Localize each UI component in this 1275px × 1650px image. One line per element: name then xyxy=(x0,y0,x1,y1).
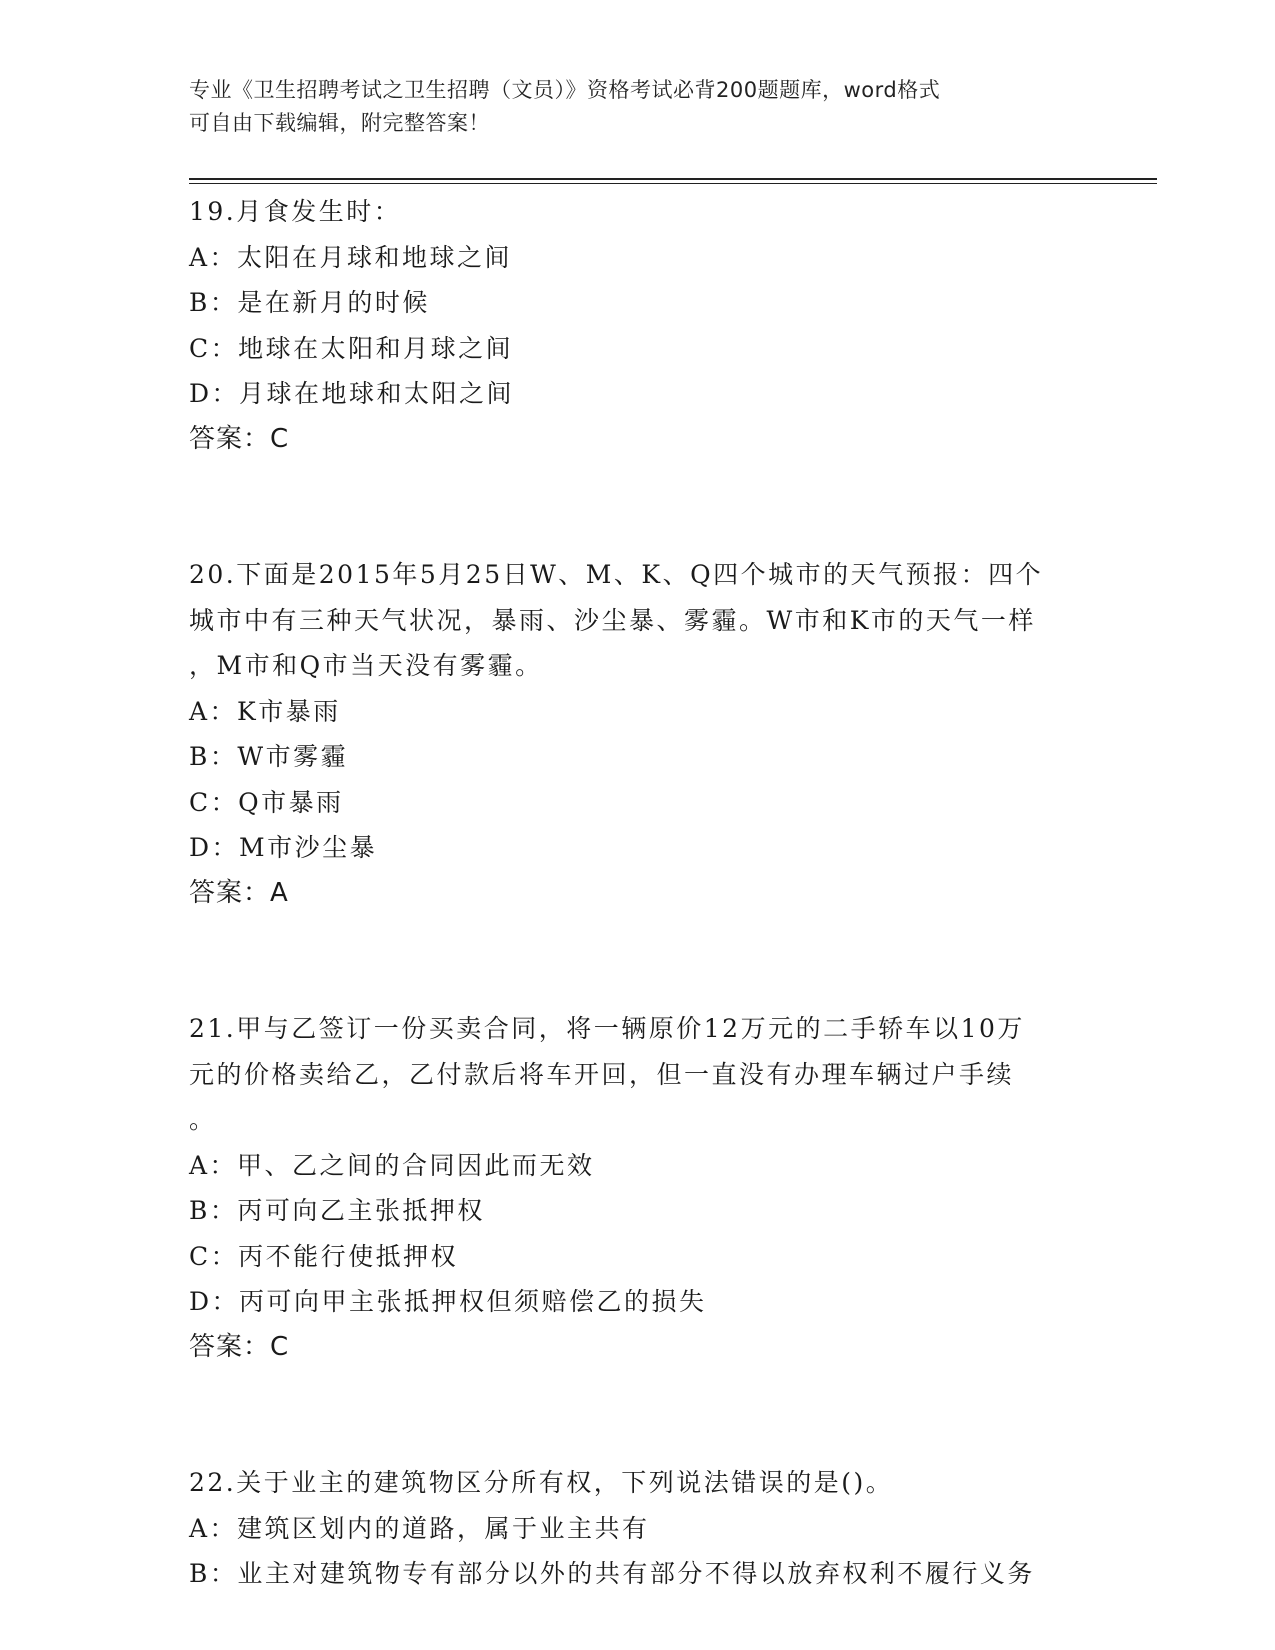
question-list xyxy=(189,189,1089,1597)
option-c: C：Q市暴雨 xyxy=(189,787,344,817)
answer: 答案：C xyxy=(189,1331,290,1362)
option-a: A：建筑区划内的道路，属于业主共有 xyxy=(189,1513,650,1543)
option-d: D：M市沙尘暴 xyxy=(189,833,378,862)
question-text-line-1: 21.甲与乙签订一份买卖合同，将一辆原价12万元的二手轿车以10万 xyxy=(189,1014,1025,1043)
question-spacer xyxy=(189,462,1089,552)
option-d: D：月球在地球和太阳之间 xyxy=(189,379,515,408)
option-c: C：地球在太阳和月球之间 xyxy=(189,333,514,363)
question-21 xyxy=(189,1006,1089,1370)
header-line-2: 可自由下载编辑，附完整答案！ xyxy=(189,111,490,135)
question-text-line-3: ，M市和Q市当天没有雾霾。 xyxy=(189,651,543,680)
question-text-line-1: 20.下面是2015年5月25日W、M、K、Q四个城市的天气预报：四个 xyxy=(189,560,1044,589)
question-19 xyxy=(189,189,1089,462)
question-22 xyxy=(189,1460,1089,1597)
header-divider-thin xyxy=(189,183,1157,184)
question-text-line-2: 元的价格卖给乙，乙付款后将车开回，但一直没有办理车辆过户手续 xyxy=(189,1059,1015,1089)
question-spacer xyxy=(189,916,1089,1006)
document-header xyxy=(189,74,1089,140)
option-b: B：是在新月的时候 xyxy=(189,288,430,317)
question-20 xyxy=(189,552,1089,916)
option-d: D：丙可向甲主张抵押权但须赔偿乙的损失 xyxy=(189,1287,707,1316)
header-line-1: 专业《卫生招聘考试之卫生招聘（文员）》资格考试必背200题题库，word格式 xyxy=(189,78,941,102)
option-b: B：业主对建筑物专有部分以外的共有部分不得以放弃权利不履行义务 xyxy=(189,1559,1035,1588)
option-a: A：K市暴雨 xyxy=(189,696,341,726)
option-a: A：太阳在月球和地球之间 xyxy=(189,242,513,272)
option-b: B：丙可向乙主张抵押权 xyxy=(189,1196,485,1225)
question-text: 22.关于业主的建筑物区分所有权，下列说法错误的是()。 xyxy=(189,1468,894,1497)
option-a: A：甲、乙之间的合同因此而无效 xyxy=(189,1150,595,1180)
question-spacer xyxy=(189,1370,1089,1460)
question-text-line-2: 城市中有三种天气状况，暴雨、沙尘暴、雾霾。W市和K市的天气一样 xyxy=(189,605,1036,635)
option-b: B：W市雾霾 xyxy=(189,742,349,771)
question-text-line-3: 。 xyxy=(189,1105,217,1134)
question-text: 19.月食发生时： xyxy=(189,197,402,226)
answer: 答案：C xyxy=(189,423,290,454)
header-divider-thick xyxy=(189,178,1157,180)
option-c: C：丙不能行使抵押权 xyxy=(189,1241,459,1271)
answer: 答案：A xyxy=(189,877,289,908)
